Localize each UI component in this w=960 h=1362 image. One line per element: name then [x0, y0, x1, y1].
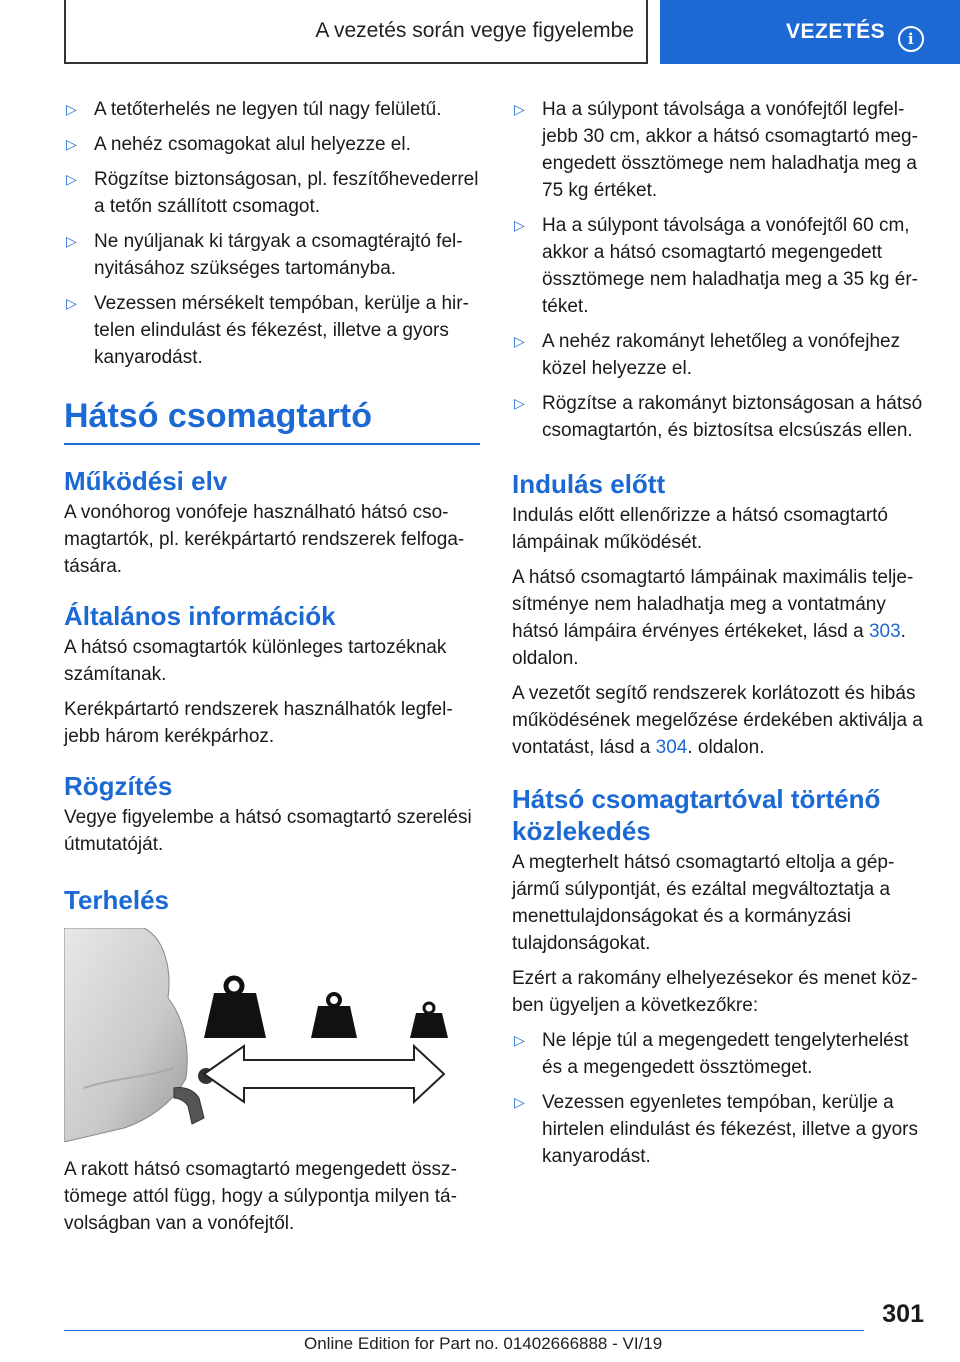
paragraph: Indulás előtt ellenőrizze a hátsó csomagtartó lámpáinak működését. [512, 505, 888, 553]
heading-rogzites: Rögzítés [64, 771, 173, 801]
triangle-bullet-icon: ▷ [66, 136, 77, 152]
tow-hook-weights-illustration [64, 928, 480, 1142]
load-illustration [64, 928, 480, 1142]
running-header [64, 0, 648, 64]
info-icon: i [898, 26, 924, 52]
heading-terheles: Terhelés [64, 885, 170, 915]
list-item: ▷ Vezessen mérsékelt tempóban, kerülje a hirtelen elindulást és fékezést, illetve a gyors kanyarodást. [64, 290, 480, 371]
page-link-304[interactable]: 304 [655, 737, 688, 758]
right-bullet-list-bottom [512, 1027, 926, 1170]
paragraph: A hátsó csomagtartó lámpáinak maximális teljesítménye nem haladhatja meg a vontatmány hátsó lámpáira érvényes értékeket, lásd a 303. oldalon. [512, 567, 914, 669]
edition-footer: Online Edition for Part no. 01402666888 - VI/19 [304, 1334, 663, 1353]
paragraph: A vonóhorog vonófeje használható hátsó csomagtartók, pl. kerékpártartó rendszerek felfogatására. [64, 502, 465, 577]
page-link-303[interactable]: 303 [868, 621, 901, 642]
right-bullet-list [512, 96, 926, 444]
car-bumper-shape [64, 928, 187, 1142]
left-column [64, 96, 480, 1245]
list-item: ▷ Rögzítse a rakományt biztonságosan a hátsó csomagtartón, és biztosítsa elcsúszás ellen. [512, 390, 926, 444]
weight-medium-icon [311, 994, 357, 1038]
heading-kozlekedes: Hátsó csomagtartóval történő közlekedés [512, 784, 881, 846]
list-item: ▷ A tetőterhelés ne legyen túl nagy felületű. [64, 96, 480, 123]
heading-indulas-elott: Indulás előtt [512, 469, 666, 499]
paragraph: A rakott hátsó csomagtartó megengedett össztömege attól függ, hogy a súlypontja milyen távolságban van a vonófejtől. [64, 1159, 457, 1234]
list-item: ▷ Ne nyúljanak ki tárgyak a csomagtérajtó felnyitásához szükséges tartományba. [64, 228, 480, 282]
triangle-bullet-icon: ▷ [514, 101, 525, 117]
paragraph: Kerékpártartó rendszerek használhatók legfeljebb három kerékpárhoz. [64, 699, 453, 747]
triangle-bullet-icon: ▷ [514, 333, 525, 349]
list-item: ▷ A nehéz csomagokat alul helyezze el. [64, 131, 480, 158]
list-item: ▷ Rögzítse biztonságosan, pl. feszítőhevederrel a tetőn szállított csomagot. [64, 166, 480, 220]
triangle-bullet-icon: ▷ [514, 395, 525, 411]
triangle-bullet-icon: ▷ [66, 233, 77, 249]
chapter-title: A vezetés során vegye figyelembe [315, 19, 634, 42]
heading-altalanos: Általános információk [64, 601, 336, 631]
triangle-bullet-icon: ▷ [66, 171, 77, 187]
footer-divider [64, 1330, 864, 1331]
paragraph: A megterhelt hátsó csomagtartó eltolja a gépjármű súlypontját, és ezáltal megváltoztatja a menettulajdonságokat és a kormányzási tulajdonságokat. [512, 852, 895, 954]
weight-small-icon [410, 1003, 448, 1038]
section-tab [660, 0, 960, 64]
list-item: ▷ A nehéz rakományt lehetőleg a vonófejhez közel helyezze el. [512, 328, 926, 382]
triangle-bullet-icon: ▷ [514, 1094, 525, 1110]
triangle-bullet-icon: ▷ [66, 295, 77, 311]
list-item: ▷ Ne lépje túl a megengedett tengelyterhelést és a megengedett össztömeget. [512, 1027, 926, 1081]
heading-mukodesi-elv: Működési elv [64, 466, 228, 496]
paragraph: Vegye figyelembe a hátsó csomagtartó szerelési útmutatóját. [64, 807, 472, 855]
list-item: ▷ Ha a súlypont távolsága a vonófejtől legfeljebb 30 cm, akkor a hátsó csomagtartó megengedett össztömege nem haladhatja meg a 75 kg értéket. [512, 96, 926, 204]
triangle-bullet-icon: ▷ [514, 217, 525, 233]
list-item: ▷ Vezessen egyenletes tempóban, kerülje a hirtelen elindulást és fékezést, illetve a gyors kanyarodást. [512, 1089, 926, 1170]
weight-large-icon [204, 978, 266, 1038]
triangle-bullet-icon: ▷ [514, 1032, 525, 1048]
paragraph: A hátsó csomagtartók különleges tartozéknak számítanak. [64, 637, 447, 685]
tow-hook-shape [174, 1087, 204, 1124]
page-number: 301 [882, 1300, 924, 1328]
main-heading: Hátsó csomagtartó [64, 395, 480, 445]
right-column [512, 96, 926, 1178]
list-item: ▷ Ha a súlypont távolsága a vonófejtől 60 cm, akkor a hátsó csomagtartó megengedett össztömege nem haladhatja meg a 35 kg értéket. [512, 212, 926, 320]
triangle-bullet-icon: ▷ [66, 101, 77, 117]
paragraph: Ezért a rakomány elhelyezésekor és menet közben ügyeljen a következőkre: [512, 968, 918, 1016]
left-bullet-list [64, 96, 480, 371]
paragraph: A vezetőt segítő rendszerek korlátozott és hibás működésének megelőzése érdekében aktiválja a vontatást, lásd a 304. oldalon. [512, 683, 923, 758]
distance-arrow-shape [204, 1046, 444, 1102]
section-label: VEZETÉS [786, 20, 886, 43]
